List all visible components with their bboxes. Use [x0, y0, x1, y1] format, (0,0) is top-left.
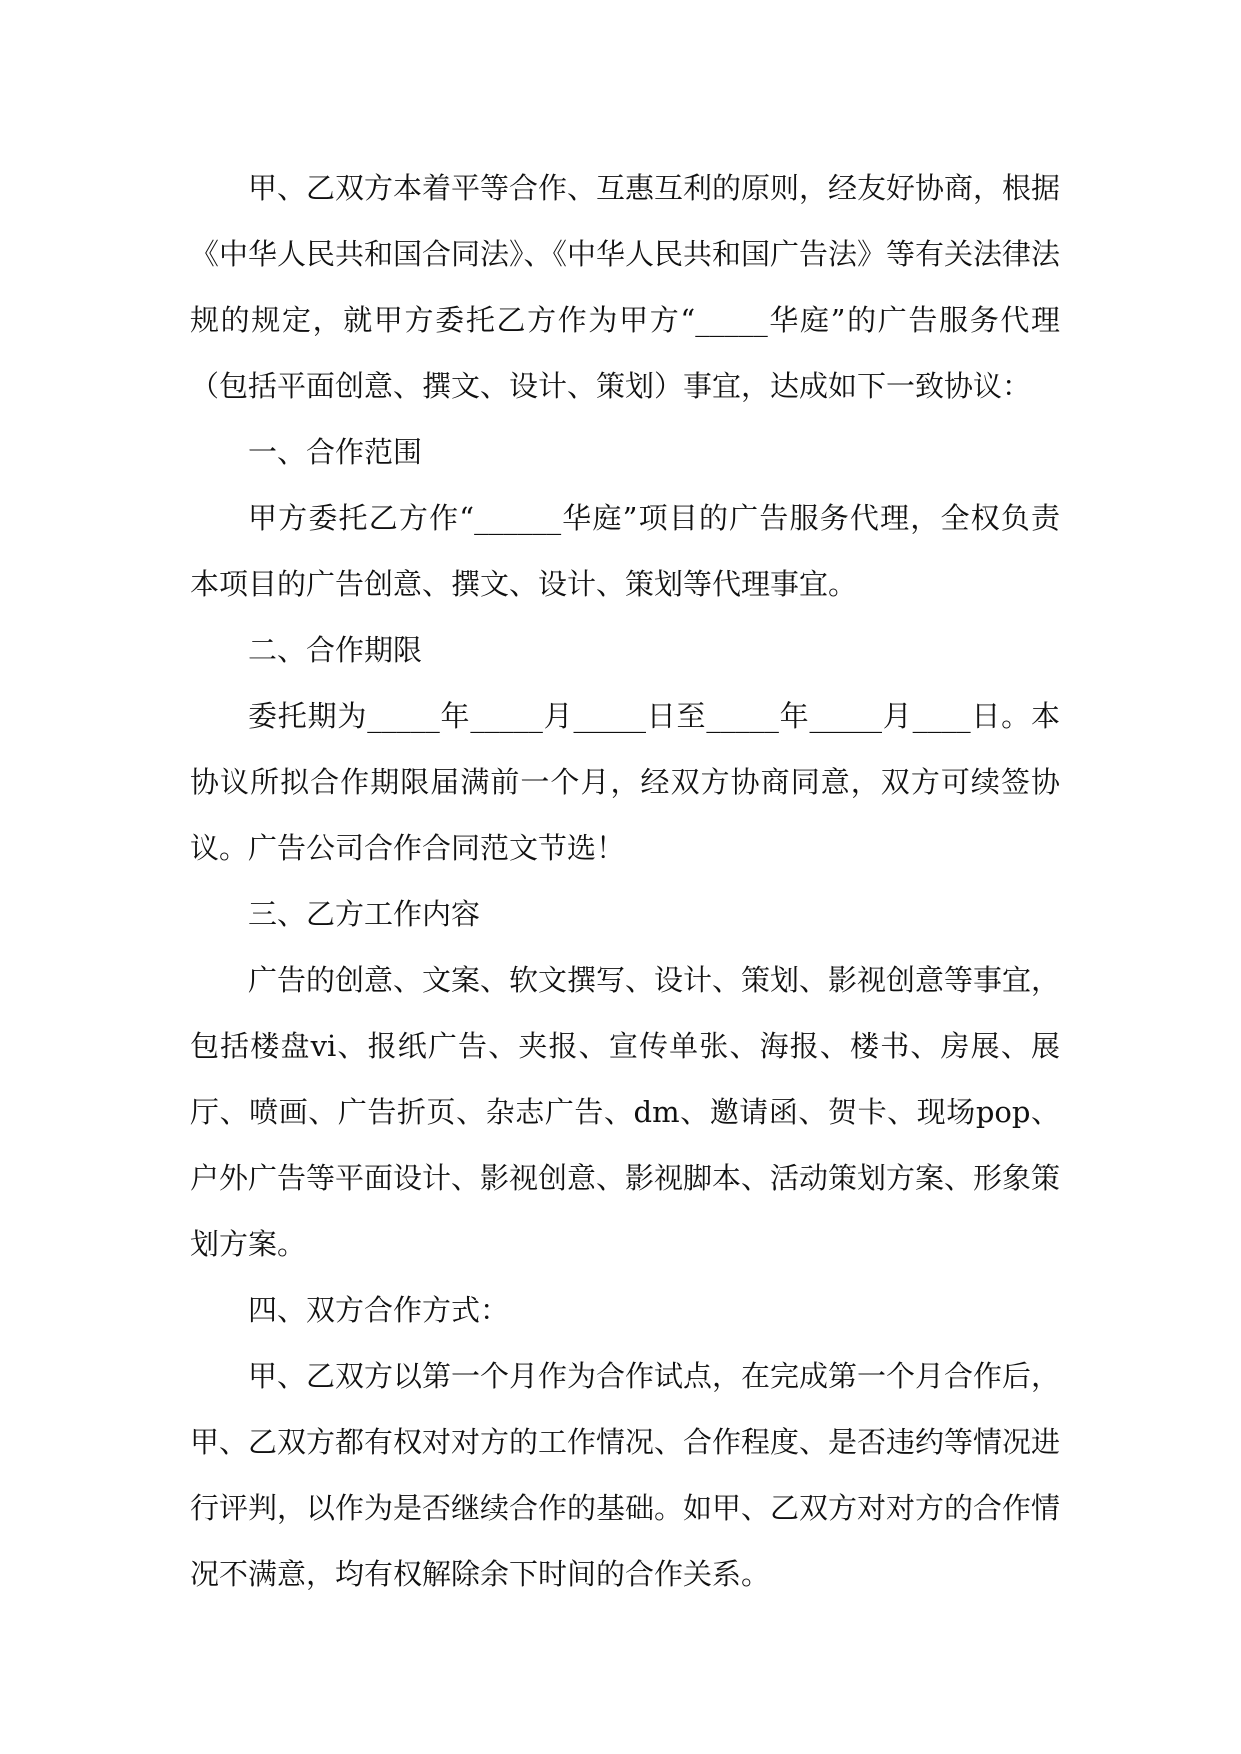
section-4-heading: 四、双方合作方式：: [248, 1293, 510, 1327]
section-4-paragraph: 甲、乙双方以第一个月作为合作试点，在完成第一个月合作后，甲、乙双方都有权对对方的工作情况、合作程度、是否违约等情况进行评判，以作为是否继续合作的基础。如甲、乙双方对对方的合作情况不满意，均有权解除余下时间的合作关系。: [190, 1359, 1061, 1591]
intro-paragraph: 甲、乙双方本着平等合作、互惠互利的原则，经友好协商，根据《中华人民共和国合同法》、《中华人民共和国广告法》等有关法律法规的规定，就甲方委托乙方作为甲方“_____华庭”的广告服务代理（包括平面创意、撰文、设计、策划）事宜，达成如下一致协议：: [190, 171, 1061, 403]
section-1-heading: 一、合作范围: [248, 435, 423, 469]
section-3-paragraph: 广告的创意、文案、软文撰写、设计、策划、影视创意等事宜，包括楼盘vi、报纸广告、夹报、宣传单张、海报、楼书、房展、展厅、喷画、广告折页、杂志广告、dm、邀请函、贺卡、现场pop、户外广告等平面设计、影视创意、影视脚本、活动策划方案、形象策划方案。: [190, 963, 1061, 1261]
section-3-heading: 三、乙方工作内容: [248, 897, 481, 931]
section-1-paragraph: 甲方委托乙方作“______华庭”项目的广告服务代理，全权负责本项目的广告创意、撰文、设计、策划等代理事宜。: [190, 501, 1060, 601]
section-2-paragraph: 委托期为_____年_____月_____日至_____年_____月____日。本协议所拟合作期限届满前一个月，经双方协商同意，双方可续签协议。广告公司合作合同范文节选！: [190, 699, 1060, 865]
document-body: [190, 155, 1060, 1607]
section-2-heading: 二、合作期限: [248, 633, 423, 667]
